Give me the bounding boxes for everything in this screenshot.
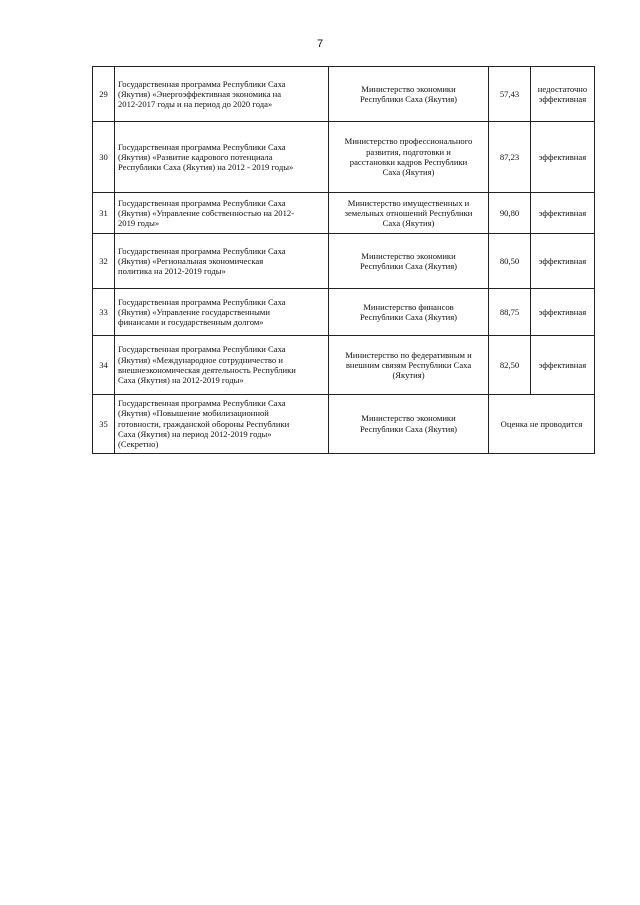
efficiency-rating: эффективная — [531, 122, 595, 193]
row-number: 29 — [93, 67, 115, 122]
table-row — [93, 122, 595, 193]
program-name: Государственная программа Республики Саха (Якутия) «Управление собственностью на 2012- 2019 годы» — [115, 193, 329, 234]
row-number: 31 — [93, 193, 115, 234]
efficiency-rating: эффективная — [531, 193, 595, 234]
responsible-ministry: Министерство профессионального развития, подготовки и расстановки кадров Республики Саха (Якутия) — [329, 122, 489, 193]
responsible-ministry: Министерство экономики Республики Саха (Якутия) — [329, 67, 489, 122]
responsible-ministry: Министерство финансов Республики Саха (Якутия) — [329, 289, 489, 336]
efficiency-score: 82,50 — [489, 336, 531, 395]
page-number: 7 — [316, 38, 324, 50]
row-number: 32 — [93, 234, 115, 289]
responsible-ministry: Министерство имущественных и земельных отношений Республики Саха (Якутия) — [329, 193, 489, 234]
efficiency-rating: недостаточно эффективная — [531, 67, 595, 122]
efficiency-score: 90,80 — [489, 193, 531, 234]
efficiency-score: 57,43 — [489, 67, 531, 122]
table-row — [93, 234, 595, 289]
row-number: 34 — [93, 336, 115, 395]
efficiency-score: 80,50 — [489, 234, 531, 289]
program-name: Государственная программа Республики Саха (Якутия) «Управление государственными финансами и государственным долгом» — [115, 289, 329, 336]
program-name: Государственная программа Республики Саха (Якутия) «Международное сотрудничество и внешнеэкономическая деятельность Республики Саха (Якутия) на 2012-2019 годы» — [115, 336, 329, 395]
row-number: 35 — [93, 395, 115, 454]
efficiency-score: 87,23 — [489, 122, 531, 193]
table-row — [93, 67, 595, 122]
table-row — [93, 395, 595, 454]
programs-table — [92, 66, 595, 454]
table-row — [93, 289, 595, 336]
table-row — [93, 193, 595, 234]
program-name: Государственная программа Республики Саха (Якутия) «Развитие кадрового потенциала Республики Саха (Якутия) на 2012 - 2019 годы» — [115, 122, 329, 193]
row-number: 33 — [93, 289, 115, 336]
program-name: Государственная программа Республики Саха (Якутия) «Повышение мобилизационной готовности, гражданской обороны Республики Саха (Якутия) на период 2012-2019 годы» (Секретно) — [115, 395, 329, 454]
responsible-ministry: Министерство экономики Республики Саха (Якутия) — [329, 234, 489, 289]
efficiency-rating: эффективная — [531, 234, 595, 289]
efficiency-rating: эффективная — [531, 336, 595, 395]
responsible-ministry: Министерство экономики Республики Саха (Якутия) — [329, 395, 489, 454]
program-name: Государственная программа Республики Саха (Якутия) «Региональная экономическая политика на 2012-2019 годы» — [115, 234, 329, 289]
responsible-ministry: Министерство по федеративным и внешним связям Республики Саха (Якутия) — [329, 336, 489, 395]
row-number: 30 — [93, 122, 115, 193]
efficiency-rating: эффективная — [531, 289, 595, 336]
assessment-note: Оценка не проводится — [489, 395, 595, 454]
efficiency-score: 88,75 — [489, 289, 531, 336]
table-row — [93, 336, 595, 395]
program-name: Государственная программа Республики Саха (Якутия) «Энергоэффективная экономика на 2012-2017 годы и на период до 2020 года» — [115, 67, 329, 122]
